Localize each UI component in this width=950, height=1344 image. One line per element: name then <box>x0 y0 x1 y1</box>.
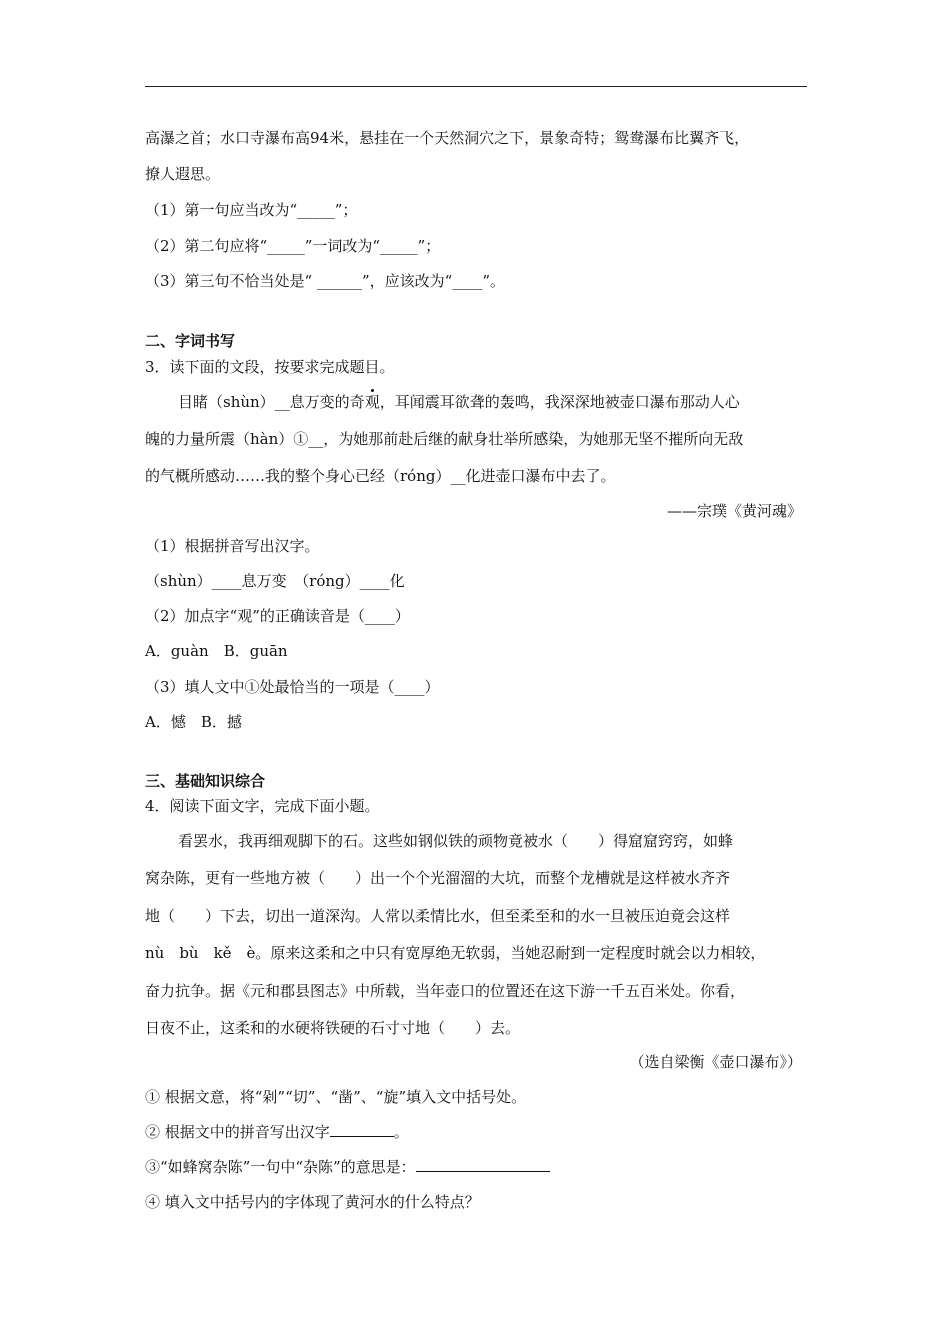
passage-4-line-1: 看罢水，我再细观脚下的石。这些如钢似铁的顽物竟被水（ ）得窟窟窍窍，如蜂 <box>178 832 734 850</box>
header-rule <box>145 86 807 87</box>
answer-blank <box>416 1157 550 1172</box>
question-3-sub-1: （1）根据拼音写出汉字。 <box>145 537 320 555</box>
passage-4-source: （选自梁衡《壶口瀑布》） <box>629 1053 802 1071</box>
question-2-sub-1: （1）第一句应当改为“_____”； <box>145 201 358 219</box>
question-4-item-1: ① 根据文意，将“剁”“切”、“凿”、“旋”填入文中括号处。 <box>145 1088 527 1106</box>
question-4-item-2-text: ② 根据文中的拼音写出汉字 <box>145 1123 330 1141</box>
question-3-sub-3-options: A．憾 B．撼 <box>145 713 242 731</box>
question-3-intro: 3．读下面的文段，按要求完成题目。 <box>145 358 395 376</box>
passage-4-line-5: 奋力抗争。据《元和郡县图志》中所载，当年壶口的位置还在这下游一千五百米处。你看， <box>145 982 746 1000</box>
question-2-sub-2: （2）第二句应将“_____”一词改为“_____”； <box>145 237 441 255</box>
continuation-line-2: 撩人遐思。 <box>145 165 221 183</box>
continuation-line-1: 高瀑之首；水口寺瀑布高94米，悬挂在一个天然洞穴之下，景象奇特；鸳鸯瀑布比翼齐飞， <box>145 129 750 147</box>
section-2-heading: 二、字词书写 <box>145 332 236 350</box>
question-3-sub-3: （3）填人文中①处最恰当的一项是（____） <box>145 678 440 696</box>
passage-4-line-2: 窝杂陈，更有一些地方被（ ）出一个个光溜溜的大坑，而整个龙槽就是这样被水齐齐 <box>145 869 731 887</box>
passage-3-source: ——宗璞《黄河魂》 <box>666 502 802 520</box>
question-4-item-2 <box>145 1122 409 1142</box>
passage-4-line-6: 日夜不止，这柔和的水硬将铁硬的石寸寸地（ ）去。 <box>145 1019 521 1037</box>
passage-3-line-1 <box>178 392 740 412</box>
question-4-item-3 <box>145 1157 550 1177</box>
question-2-sub-3: （3）第三句不恰当处是“ ______”，应该改为“____”。 <box>145 272 505 290</box>
section-3-heading: 三、基础知识综合 <box>145 772 266 790</box>
passage-4-line-4: nù bù kě è。原来这柔和之中只有宽厚绝无软弱，当她忍耐到一定程度时就会以力相较， <box>145 944 766 962</box>
question-4-item-3-text: ③“如蜂窝杂陈”一句中“杂陈”的意思是： <box>145 1158 416 1176</box>
period: 。 <box>393 1123 409 1141</box>
passage-3-line-1-b: ，耳闻震耳欲聋的轰鸣，我深深地被壶口瀑布那动人心 <box>379 393 740 411</box>
answer-blank <box>330 1122 394 1137</box>
dotted-character: 观 <box>364 393 380 411</box>
question-3-sub-2: （2）加点字“观”的正确读音是（____） <box>145 607 410 625</box>
question-3-sub-2-options: A．guàn B．guān <box>145 642 288 660</box>
question-4-item-4: ④ 填入文中括号内的字体现了黄河水的什么特点？ <box>145 1193 480 1211</box>
question-3-sub-1-blanks: （shùn）____息万变 （róng）____化 <box>145 572 405 590</box>
passage-3-line-2: 魄的力量所震（hàn）①__，为她那前赴后继的献身壮举所感染，为她那无坚不摧所向无敌 <box>145 430 744 448</box>
passage-4-line-3: 地（ ）下去，切出一道深沟。人常以柔情比水，但至柔至和的水一旦被压迫竟会这样 <box>145 907 731 925</box>
question-4-intro: 4．阅读下面文字，完成下面小题。 <box>145 797 380 815</box>
passage-3-line-3: 的气概所感动……我的整个身心已经（róng）__化进壶口瀑布中去了。 <box>145 467 616 485</box>
passage-3-line-1-a: 目睹（shùn）__息万变的奇 <box>178 393 365 411</box>
